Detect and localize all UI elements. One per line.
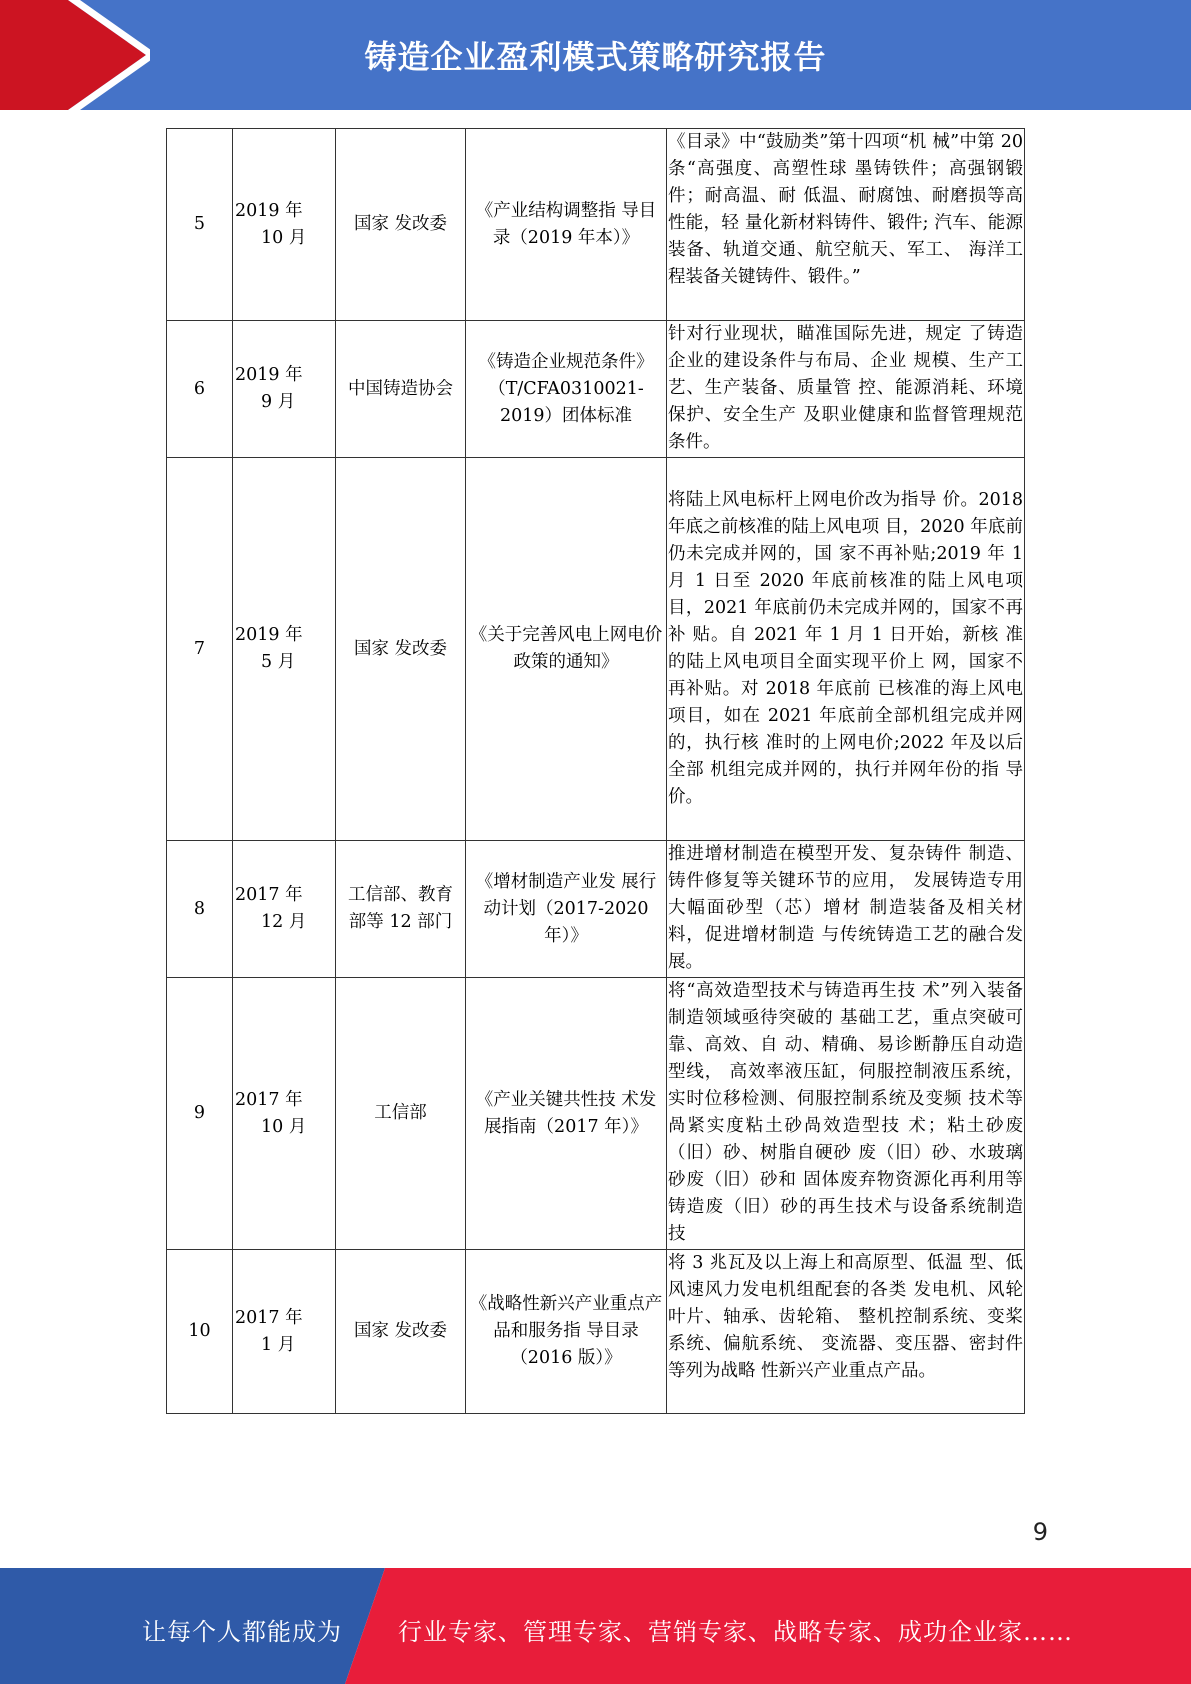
row-number: 8	[167, 841, 233, 978]
page-header	[0, 0, 1191, 110]
date-year: 2019 年	[235, 200, 303, 221]
table-row	[167, 841, 1025, 978]
date-month: 10 月	[261, 1116, 307, 1137]
row-document: 《产业关键共性技 术发展指南（2017 年）》	[466, 978, 667, 1250]
row-number: 5	[167, 129, 233, 321]
row-department: 国家 发改委	[336, 1250, 466, 1414]
row-department: 国家 发改委	[336, 458, 466, 841]
table-row	[167, 1250, 1025, 1414]
policy-table-container	[166, 128, 1024, 1414]
row-department: 中国铸造协会	[336, 321, 466, 458]
row-department: 国家 发改委	[336, 129, 466, 321]
row-description: 将 3 兆瓦及以上海上和高原型、低温 型、低风速风力发电机组配套的各类 发电机、风轮叶片、轴承、齿轮箱、 整机控制系统、变桨系统、偏航系统、 变流器、变压器、密封件等列为战略 性新兴产业重点产品。	[667, 1250, 1025, 1414]
row-description: 将“高效造型技术与铸造再生技 术”列入装备制造领域亟待突破的 基础工艺，重点突破可靠、高效、自 动、精确、易诊断静压自动造型线， 高效率液压缸，伺服控制液压系统，实时位移检测、伺服控制系统及变频 技术等咼紧实度粘土砂咼效造型技 术；粘土砂废（旧）砂、树脂自硬砂 废（旧）砂、水玻璃砂废（旧）砂和 固体废弃物资源化再利用等铸造废（旧）砂的再生技术与设备系统制造 技	[667, 978, 1025, 1250]
date-month: 1 月	[261, 1334, 296, 1355]
date-year: 2019 年	[235, 365, 303, 385]
row-date	[233, 1250, 336, 1414]
date-year: 2017 年	[235, 1089, 303, 1110]
table-row	[167, 321, 1025, 458]
policy-table	[166, 128, 1025, 1414]
date-month: 12 月	[261, 912, 307, 932]
row-description: 针对行业现状，瞄准国际先进，规定 了铸造企业的建设条件与布局、企业 规模、生产工艺、生产装备、质量管 控、能源消耗、环境保护、安全生产 及职业健康和监督管理规范条件。	[667, 321, 1025, 458]
row-department: 工信部	[336, 978, 466, 1250]
row-date	[233, 458, 336, 841]
row-description: 推进增材制造在模型开发、复杂铸件 制造、铸件修复等关键环节的应用， 发展铸造专用大幅面砂型（芯）增材 制造装备及相关材料，促进增材制造 与传统铸造工艺的融合发展。	[667, 841, 1025, 978]
row-date	[233, 321, 336, 458]
row-number: 9	[167, 978, 233, 1250]
footer-slogan-left: 让每个人都能成为	[142, 1618, 342, 1646]
table-row	[167, 129, 1025, 321]
row-document: 《关于完善风电上网电价政策的通知》	[466, 458, 667, 841]
row-department: 工信部、教育部等 12 部门	[336, 841, 466, 978]
row-document: 《战略性新兴产业重点产品和服务指 导目录（2016 版）》	[466, 1250, 667, 1414]
date-year: 2017 年	[235, 1307, 303, 1328]
row-date	[233, 841, 336, 978]
date-year: 2017 年	[235, 885, 303, 905]
table-row	[167, 458, 1025, 841]
date-month: 9 月	[261, 392, 296, 412]
row-date	[233, 129, 336, 321]
table-row	[167, 978, 1025, 1250]
row-document: 《增材制造产业发 展行动计划（2017-2020 年）》	[466, 841, 667, 978]
date-month: 5 月	[261, 652, 296, 672]
date-year: 2019 年	[235, 625, 303, 645]
row-document: 《铸造企业规范条件》（T/CFA0310021-2019）团体标准	[466, 321, 667, 458]
row-date	[233, 978, 336, 1250]
row-number: 6	[167, 321, 233, 458]
row-description: 将陆上风电标杆上网电价改为指导 价。2018 年底之前核准的陆上风电项 目，2020 年底前仍未完成并网的，国 家不再补贴;2019 年 1 月 1 日至 2020 年底前核准的陆上风电项目，2021 年底前仍未完成并网的，国家不再补 贴。自 2021 年 1 月 1 日开始，新核 准的陆上风电项目全面实现平价上 网，国家不再补贴。对 2018 年底前 已核准的海上风电项目，如在 2021 年底前全部机组完成并网的，执行核 准时的上网电价;2022 年及以后全部 机组完成并网的，执行并网年份的指 导价。	[667, 458, 1025, 841]
page-title: 铸造企业盈利模式策略研究报告	[364, 38, 827, 76]
row-document: 《产业结构调整指 导目录（2019 年本）》	[466, 129, 667, 321]
row-number: 10	[167, 1250, 233, 1414]
page-number: 9	[1032, 1518, 1048, 1546]
date-month: 10 月	[261, 227, 307, 248]
footer-slogan-right: 行业专家、管理专家、营销专家、战略专家、成功企业家……	[398, 1618, 1073, 1646]
row-number: 7	[167, 458, 233, 841]
row-description: 《目录》中“鼓励类”第十四项“机 械”中第 20 条“高强度、高塑性球 墨铸铁件；高强钢锻件；耐高温、耐 低温、耐腐蚀、耐磨损等高性能，轻 量化新材料铸件、锻件; 汽车、能源 装备、轨道交通、航空航天、军工、 海洋工程装备关键铸件、锻件。”	[667, 129, 1025, 321]
